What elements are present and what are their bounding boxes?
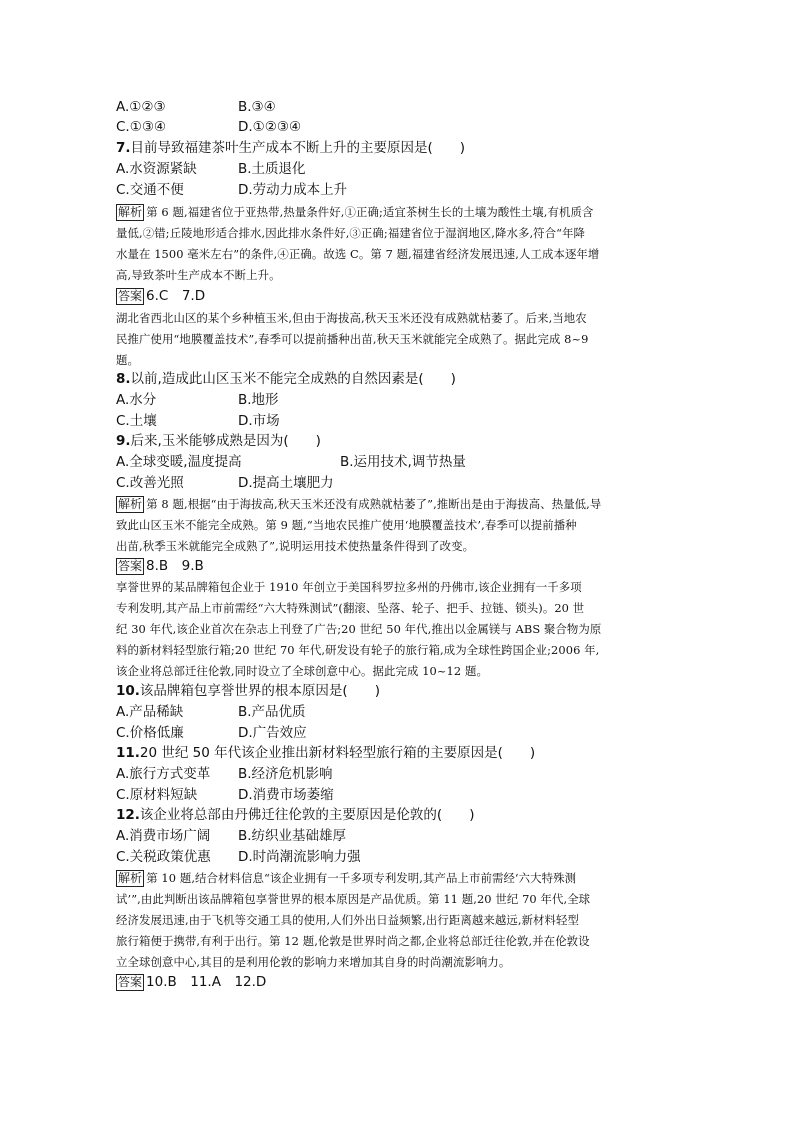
option-a: A.旅行方式变革 (116, 766, 211, 782)
answer-text: 8.B 9.B (146, 558, 204, 574)
answer-tag: 答案 (118, 975, 143, 989)
option-a: A.全球变暖,温度提高 (116, 454, 242, 470)
option-c: C.①③④ (116, 119, 167, 135)
question-number: 8. (116, 371, 131, 387)
option-a: A.①②③ (116, 99, 166, 115)
option-c: C.价格低廉 (116, 725, 184, 741)
material-line: 享誉世界的某品牌箱包企业于 1910 年创立于美国科罗拉多州的丹佛市,该企业拥有一千多项 (116, 580, 582, 594)
explanation-block-2 (116, 495, 601, 513)
explanation-line: 出苗,秋季玉米就能完全成熟了”,说明运用技术使热量条件得到了改变。 (116, 539, 475, 553)
material-line: 该企业将总部迁往伦敦,同时设立了全球创意中心。据此完成 10~12 题。 (116, 664, 488, 678)
answer-block-3 (116, 973, 266, 991)
q11-options-row2 (116, 786, 334, 804)
question-stem: 以前,造成此山区玉米不能完全成熟的自然因素是( ) (130, 371, 456, 387)
option-b: B.地形 (238, 392, 279, 408)
explanation-tag: 解析 (118, 871, 143, 885)
q9-options-row2 (116, 474, 334, 492)
option-c: C.原材料短缺 (116, 787, 198, 803)
q8-options-row1 (116, 391, 279, 409)
option-d: D.劳动力成本上升 (238, 182, 348, 198)
answer-text: 6.C 7.D (146, 288, 206, 304)
answer-text: 10.B 11.A 12.D (146, 974, 267, 990)
explanation-line: 高,导致茶叶生产成本不断上升。 (116, 268, 281, 282)
option-d: D.①②③④ (238, 119, 302, 135)
option-d: D.时尚潮流影响力强 (238, 849, 361, 865)
question-stem: 后来,玉米能够成熟是因为( ) (130, 433, 321, 449)
explanation-line: 第 6 题,福建省位于亚热带,热量条件好,①正确;适宜茶树生长的土壤为酸性土壤,有机质含 (146, 205, 594, 219)
explanation-line: 旅行箱便于携带,有利于出行。第 12 题,伦敦是世界时尚之都,企业将总部迁往伦敦,并在伦敦设 (116, 934, 590, 948)
q7-options-row1 (116, 160, 306, 178)
option-b: B.运用技术,调节热量 (340, 454, 466, 470)
option-a: A.消费市场广阔 (116, 828, 211, 844)
question-stem: 该品牌箱包享誉世界的根本原因是( ) (139, 683, 380, 699)
explanation-line: 水量在 1500 毫米左右”的条件,④正确。故选 C。第 7 题,福建省经济发展迅速,人工成本逐年增 (116, 247, 600, 261)
q6-options-row2 (116, 118, 301, 136)
q12-options-row2 (116, 848, 361, 866)
question-stem: 该企业将总部由丹佛迁往伦敦的主要原因是伦敦的( ) (139, 807, 475, 823)
option-c: C.关税政策优惠 (116, 849, 211, 865)
q9-options-row1 (116, 453, 466, 471)
material-line: 民推广使用“地膜覆盖技术”,春季可以提前播种出苗,秋天玉米就能完全成熟了。据此完成 8~9 (116, 332, 589, 346)
material-line: 题。 (116, 353, 139, 367)
q8-options-row2 (116, 412, 280, 430)
option-d: D.消费市场萎缩 (238, 787, 334, 803)
material-line: 湖北省西北山区的某个乡种植玉米,但由于海拔高,秋天玉米还没有成熟就枯萎了。后来,当地农 (116, 311, 587, 325)
question-8 (116, 370, 456, 388)
option-b: B.经济危机影响 (238, 766, 333, 782)
option-c: C.改善光照 (116, 475, 184, 491)
explanation-line: 立全球创意中心,其目的是利用伦敦的影响力来增加其自身的时尚潮流影响力。 (116, 955, 511, 969)
option-a: A.水资源紧缺 (116, 161, 197, 177)
explanation-line: 试’”,由此判断出该品牌箱包享誉世界的根本原因是产品优质。第 11 题,20 世纪 70 年代,全球 (116, 892, 591, 906)
option-d: D.提高土壤肥力 (238, 475, 334, 491)
explanation-block-3 (116, 869, 576, 887)
q10-options-row1 (116, 703, 306, 721)
option-d: D.市场 (238, 413, 280, 429)
question-number: 12. (116, 807, 140, 823)
option-c: C.土壤 (116, 413, 157, 429)
explanation-line: 第 8 题,根据“由于海拔高,秋天玉米还没有成熟就枯萎了”,推断出是由于海拔高、热量低,导 (146, 497, 602, 511)
option-b: B.产品优质 (238, 704, 306, 720)
explanation-line: 经济发展迅速,由于飞机等交通工具的使用,人们外出日益频繁,出行距离越来越远,新材料轻型 (116, 913, 580, 927)
q11-options-row1 (116, 765, 333, 783)
question-11 (116, 744, 535, 762)
question-number: 9. (116, 433, 131, 449)
question-number: 11. (116, 745, 140, 761)
option-d: D.广告效应 (238, 725, 307, 741)
q10-options-row2 (116, 724, 307, 742)
option-a: A.水分 (116, 392, 157, 408)
question-12 (116, 806, 474, 824)
option-b: B.③④ (238, 99, 276, 115)
explanation-block-1 (116, 203, 593, 221)
material-line: 纪 30 年代,该企业首次在杂志上刊登了广告;20 世纪 50 年代,推出以金属镁与 ABS 聚合物为原 (116, 622, 602, 636)
question-number: 7. (116, 140, 131, 156)
answer-tag: 答案 (118, 289, 143, 303)
option-c: C.交通不便 (116, 182, 184, 198)
explanation-line: 致此山区玉米不能完全成熟。第 9 题,“当地农民推广使用‘地膜覆盖技术’,春季可以提前播种 (116, 518, 577, 532)
q6-options-row1 (116, 98, 276, 116)
explanation-tag: 解析 (118, 497, 143, 511)
q12-options-row1 (116, 827, 346, 845)
option-a: A.产品稀缺 (116, 704, 184, 720)
material-line: 料的新材料轻型旅行箱;20 世纪 70 年代,研发设有轮子的旅行箱,成为全球性跨国企业;2006 年, (116, 643, 600, 657)
answer-tag: 答案 (118, 559, 143, 573)
question-number: 10. (116, 683, 140, 699)
question-7 (116, 139, 465, 157)
answer-block-1 (116, 287, 205, 305)
q7-options-row2 (116, 181, 347, 199)
explanation-line: 第 10 题,结合材料信息“该企业拥有一千多项专利发明,其产品上市前需经‘六大特殊测 (146, 871, 577, 885)
material-line: 专利发明,其产品上市前需经“六大特殊测试”(翻滚、坠落、轮子、把手、拉链、锁头)。20 世 (116, 601, 585, 615)
explanation-line: 量低,②错;丘陵地形适合排水,因此排水条件好,③正确;福建省位于湿润地区,降水多,符合“年降 (116, 226, 586, 240)
question-10 (116, 682, 380, 700)
question-stem: 20 世纪 50 年代该企业推出新材料轻型旅行箱的主要原因是( ) (139, 745, 536, 761)
option-b: B.纺织业基础雄厚 (238, 828, 347, 844)
explanation-tag: 解析 (118, 205, 143, 219)
question-stem: 目前导致福建茶叶生产成本不断上升的主要原因是( ) (130, 140, 466, 156)
answer-block-2 (116, 557, 204, 575)
question-9 (116, 432, 321, 450)
option-b: B.土质退化 (238, 161, 306, 177)
